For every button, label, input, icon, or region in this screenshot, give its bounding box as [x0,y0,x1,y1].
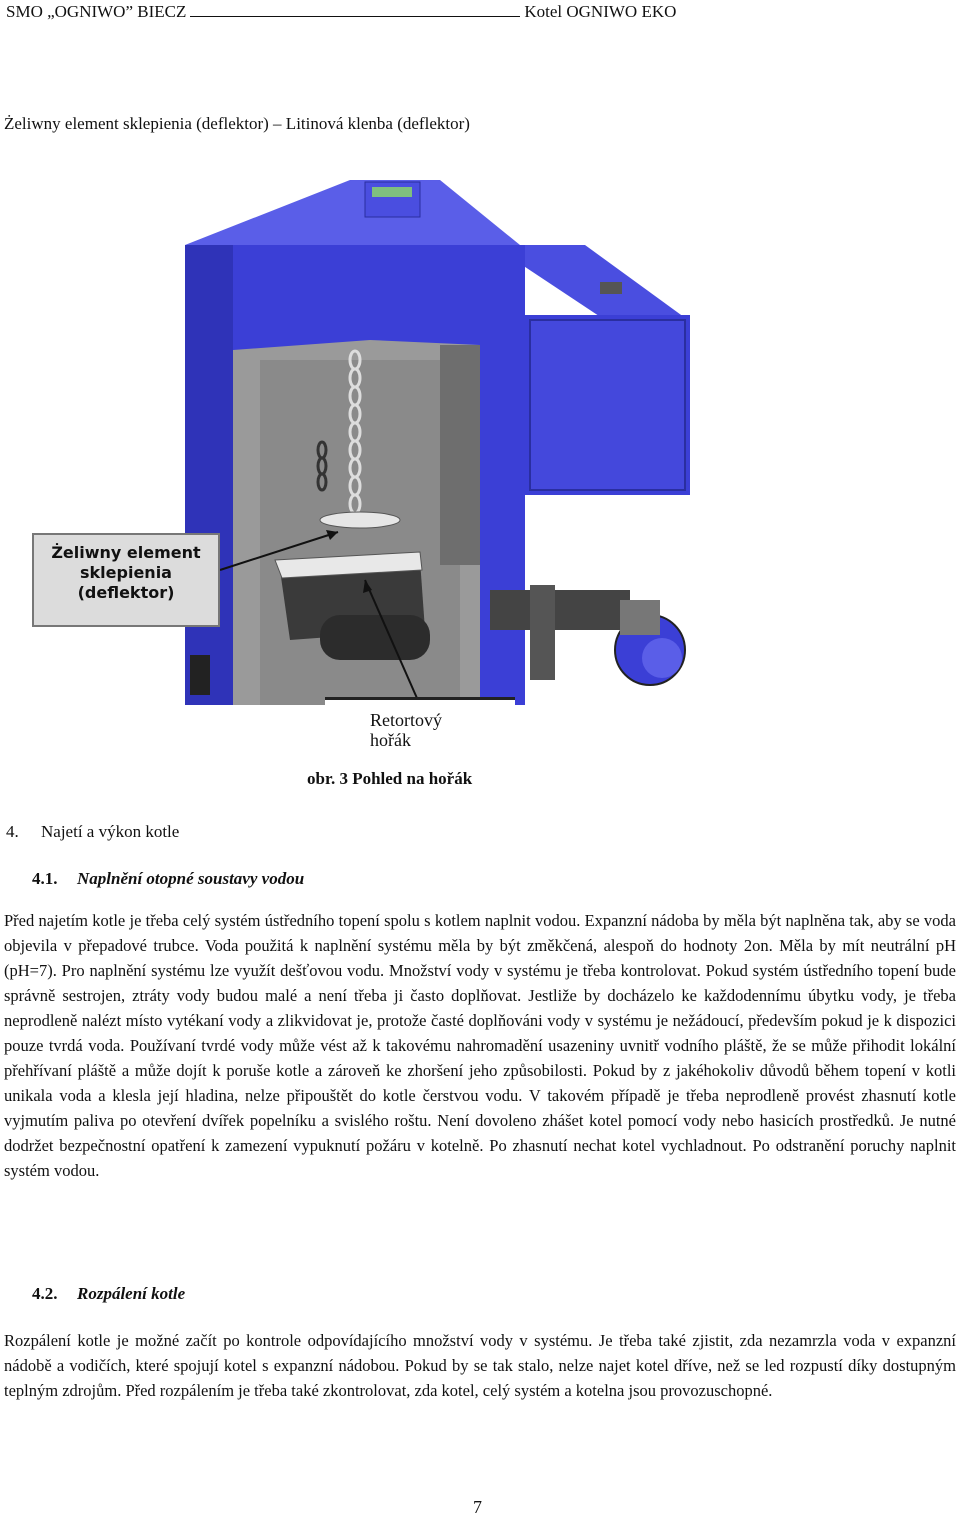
section-title: Naplnění otopné soustavy vodou [77,869,305,888]
paragraph-filling: Před najetím kotle je třeba celý systém ústředního topení spolu s kotlem naplnit vodou. Expanzní nádoba by měla být naplněna tak, aby se voda objevila v přepadové trubce. Voda použitá k naplnění systému měla by být změkčená, alespoň do hodnoty 2on. Měla by mít neutrální pH (pH=7). Pro naplnění systému lze využít dešťovou vodu. Množství vody v systému je třeba kontrolovat. Pokud systém ústředního topení bude správně sestrojen, ztráty vody budou malé a není třeba ji často doplňovat. Jestliže by docházelo ke každodennímu úbytku vody, je třeba neprodleně nalézt místo vytékaní vody a zlikvidovat je, protože časté doplňováni vody v systému je nežádoucí, především pokud je k dispozici pouze tvrdá voda. Používaní tvrdé vody může vést až k takovému nahromadění usazeniny uvnitř vodního pláště, že se může přihodit lokální přehřívaní pláště a může dojít k poruše kotle a zároveň ke zhoršení jeho způsobilosti. Pokud by z jakéhokoliv důvodů během topení v kotli unikala voda a klesla její hladina, nelze připouštět do kotle čerstvou vodu. V takovém případě je třeba neprodleně provést zhasnutí kotle vyjmutím paliva po otevření dvířek popelníku a svislého roštu. Není dovoleno zhášet kotel pomocí vody nebo hasicích prostředků. Je nutné dodržet bezpečnostní opatření k zamezení vypuknutí požáru v kotelně. Po zhasnutí nechat kotel vychladnout. Po odstranění poruchy naplnit systém vodou. [4,911,956,1180]
header-right: Kotel OGNIWO EKO [524,2,677,21]
deflector [320,512,400,528]
callout-line: Żeliwny element [51,543,201,562]
section-title: Rozpálení kotle [77,1284,186,1303]
section-4-2-heading [32,1284,185,1304]
section-heading: Żeliwny element sklepienia (deflektor) – Litinová klenba (deflektor) [4,114,470,133]
paragraph-ignition: Rozpálení kotle je možné začít po kontrole odpovídajícího množství vody v systému. Je třeba také zjistit, zda nezamrzla voda v expanzní nádobě a vodičích, které spojují kotel s expanzní nádobou. Pokud by se tak stalo, nelze najet kotel dříve, než se led rozpustí díky dostupným teplným zdrojům. Před rozpálením je třeba také zkontrolovat, zda kotel, celý systém a kotelna jsou provozuschopné. [4,1331,956,1400]
callout-line: (deflektor) [77,583,175,602]
page-header [6,2,676,22]
figure-caption: obr. 3 Pohled na hořák [307,769,473,788]
header-rule [190,2,520,17]
retort-label-line: Retortový [370,710,442,730]
retort-label [325,697,515,749]
boiler-top [185,180,520,245]
header-left: SMO „OGNIWO” BIECZ [6,2,187,21]
feeder-tube [490,590,630,630]
boiler-illustration [20,160,710,710]
section-number: 4. [6,822,19,841]
section-number: 4.1. [32,869,58,888]
callout-line: sklepienia [80,563,172,582]
page-number: 7 [473,1497,482,1517]
section-number: 4.2. [32,1284,58,1303]
section-4-heading [6,822,179,842]
retort-label-line: hořák [370,730,411,750]
section-title: Najetí a výkon kotle [41,822,180,841]
section-4-1-heading [32,869,304,889]
callout-deflector [32,533,220,627]
